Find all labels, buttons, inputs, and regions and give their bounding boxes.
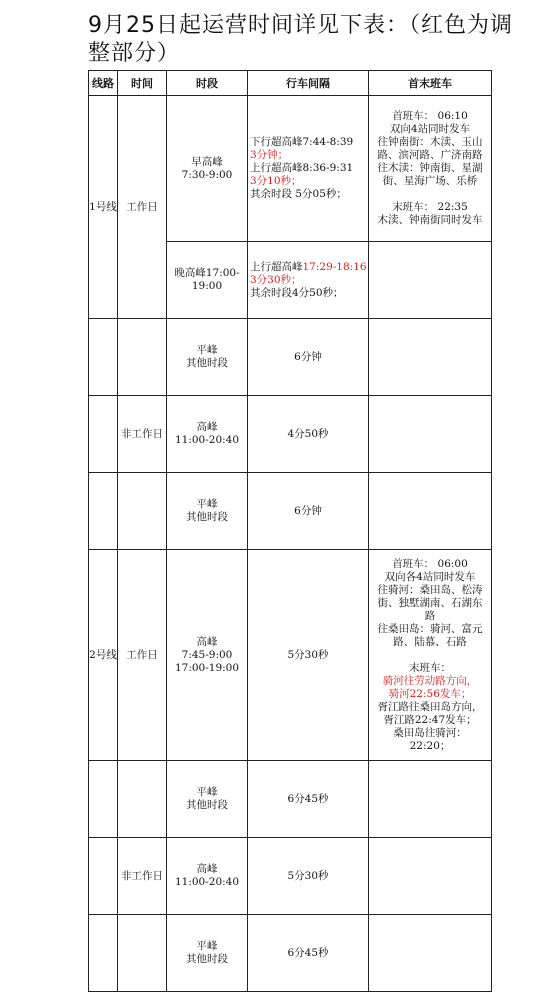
table-row <box>89 761 492 838</box>
interval-cell: 下行超高峰7:44-8:39 3分钟； 上行超高峰8:36-9:31 3分10秒； 其余时段 5分05秒； <box>248 96 369 242</box>
period-cell: 平峰 其他时段 <box>167 915 248 992</box>
period-cell: 高峰 7:45-9:00 17:00-19:00 <box>167 550 248 761</box>
interval-cell: 6分45秒 <box>248 761 369 838</box>
header-time: 时间 <box>118 71 167 96</box>
line-2-weekend: 非工作日 <box>118 838 167 915</box>
schedule-table <box>88 70 492 992</box>
first-last-cell: 首班车： 06:00 双向各4站同时发车 往骑河：桑田岛、松涛 街、独墅湖南、石湖东 路 往桑田岛：骑河、富元 路、陆慕、石路 末班车： 骑河往劳动路方向， 骑河22:56发车； 胥江路往桑田岛方向， 胥江路22:47发车； 桑田岛往骑河： 22:20； <box>369 550 492 761</box>
header-first-last: 首末班车 <box>369 71 492 96</box>
table-row <box>89 396 492 473</box>
period-cell: 晚高峰17:00- 19:00 <box>167 242 248 319</box>
line-1-name: 1号线 <box>89 96 118 319</box>
period-cell: 早高峰 7:30-9:00 <box>167 96 248 242</box>
header-line: 线路 <box>89 71 118 96</box>
interval-cell: 5分30秒 <box>248 550 369 761</box>
table-row <box>89 550 492 761</box>
period-cell: 平峰 其他时段 <box>167 319 248 396</box>
interval-cell: 5分30秒 <box>248 838 369 915</box>
header-period: 时段 <box>167 71 248 96</box>
table-row <box>89 838 492 915</box>
table-row <box>89 319 492 396</box>
line-1-workday: 工作日 <box>118 96 167 319</box>
period-cell: 高峰 11:00-20:40 <box>167 396 248 473</box>
period-cell: 高峰 11:00-20:40 <box>167 838 248 915</box>
interval-cell: 6分钟 <box>248 319 369 396</box>
table-row <box>89 96 492 242</box>
line-2-workday: 工作日 <box>118 550 167 761</box>
interval-cell: 6分45秒 <box>248 915 369 992</box>
line-2-name: 2号线 <box>89 550 118 761</box>
table-row <box>89 473 492 550</box>
interval-cell: 6分钟 <box>248 473 369 550</box>
line-1-weekend: 非工作日 <box>118 396 167 473</box>
interval-cell: 上行超高峰17:29-18:16 3分30秒； 其余时段4分50秒； <box>248 242 369 319</box>
period-cell: 平峰 其他时段 <box>167 473 248 550</box>
period-cell: 平峰 其他时段 <box>167 761 248 838</box>
page-title: 9月25日起运营时间详见下表：（红色为调整部分） <box>88 13 513 66</box>
interval-cell: 4分50秒 <box>248 396 369 473</box>
table-row <box>89 915 492 992</box>
first-last-cell: 首班车： 06:10 双向4站同时发车 往钟南街：木渎、玉山 路、滨河路、广济南路 往木渎：钟南街、星湖 街、星海广场、乐桥 末班车： 22:35 木渎、钟南街同时发车 <box>369 96 492 242</box>
header-row <box>89 71 492 96</box>
header-interval: 行车间隔 <box>248 71 369 96</box>
